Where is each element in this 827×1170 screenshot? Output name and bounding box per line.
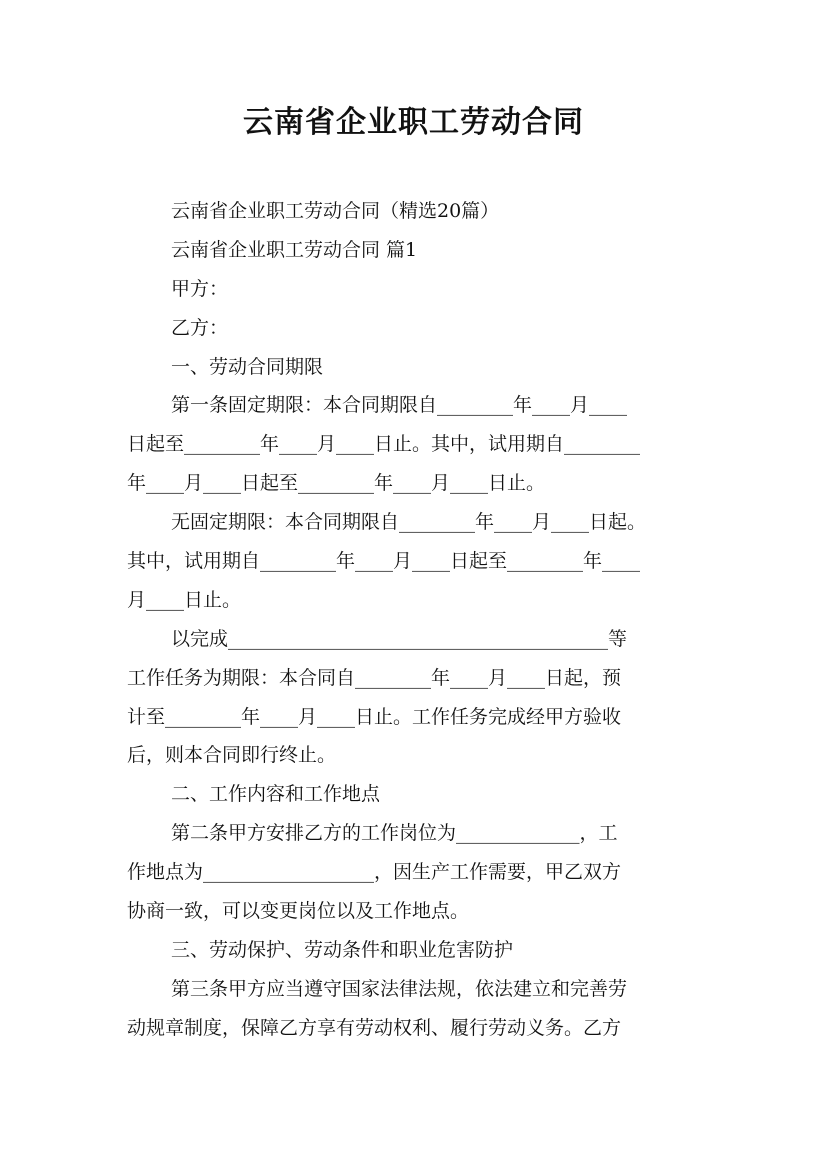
paragraph-line: 第二条甲方安排乙方的工作岗位为_____________，工 — [171, 822, 618, 845]
paragraph-line: 后，则本合同即行终止。 — [127, 744, 337, 767]
paragraph-line: 云南省企业职工劳动合同 篇1 — [171, 238, 418, 261]
section-heading: 三、劳动保护、劳动条件和职业危害防护 — [171, 938, 514, 961]
section-heading: 二、工作内容和工作地点 — [171, 783, 381, 806]
paragraph-line: 计至________年____月____日止。工作任务完成经甲方验收 — [127, 705, 622, 728]
paragraph-line: 以完成________________________________________等 — [171, 627, 628, 650]
document-title: 云南省企业职工劳动合同 — [243, 105, 584, 140]
paragraph-line: 动规章制度，保障乙方享有劳动权利、履行劳动义务。乙方 — [127, 1016, 622, 1039]
paragraph-line: 第一条固定期限：本合同期限自________年____月____ — [171, 394, 628, 417]
paragraph-line: 第三条甲方应当遵守国家法律法规，依法建立和完善劳 — [171, 977, 628, 1000]
paragraph-line: 作地点为__________________，因生产工作需要，甲乙双方 — [127, 861, 622, 884]
section-heading: 一、劳动合同期限 — [171, 355, 324, 378]
paragraph-line: 协商一致，可以变更岗位以及工作地点。 — [127, 900, 470, 923]
party-b-label: 乙方： — [171, 316, 229, 339]
paragraph-line: 日起至________年____月____日止。其中，试用期自________ — [127, 433, 641, 456]
paragraph-line: 无固定期限：本合同期限自________年____月____日起。 — [171, 511, 647, 534]
paragraph-line: 年____月____日起至________年____月____日止。 — [127, 472, 546, 495]
paragraph-line: 月____日止。 — [127, 588, 242, 611]
party-a-label: 甲方： — [171, 277, 229, 300]
document-body — [127, 192, 703, 1048]
paragraph-line: 工作任务为期限：本合同自________年____月____日起，预 — [127, 666, 622, 689]
paragraph-line: 云南省企业职工劳动合同（精选20篇） — [171, 200, 500, 222]
paragraph-line: 其中，试用期自________年____月____日起至________年____ — [127, 550, 641, 573]
